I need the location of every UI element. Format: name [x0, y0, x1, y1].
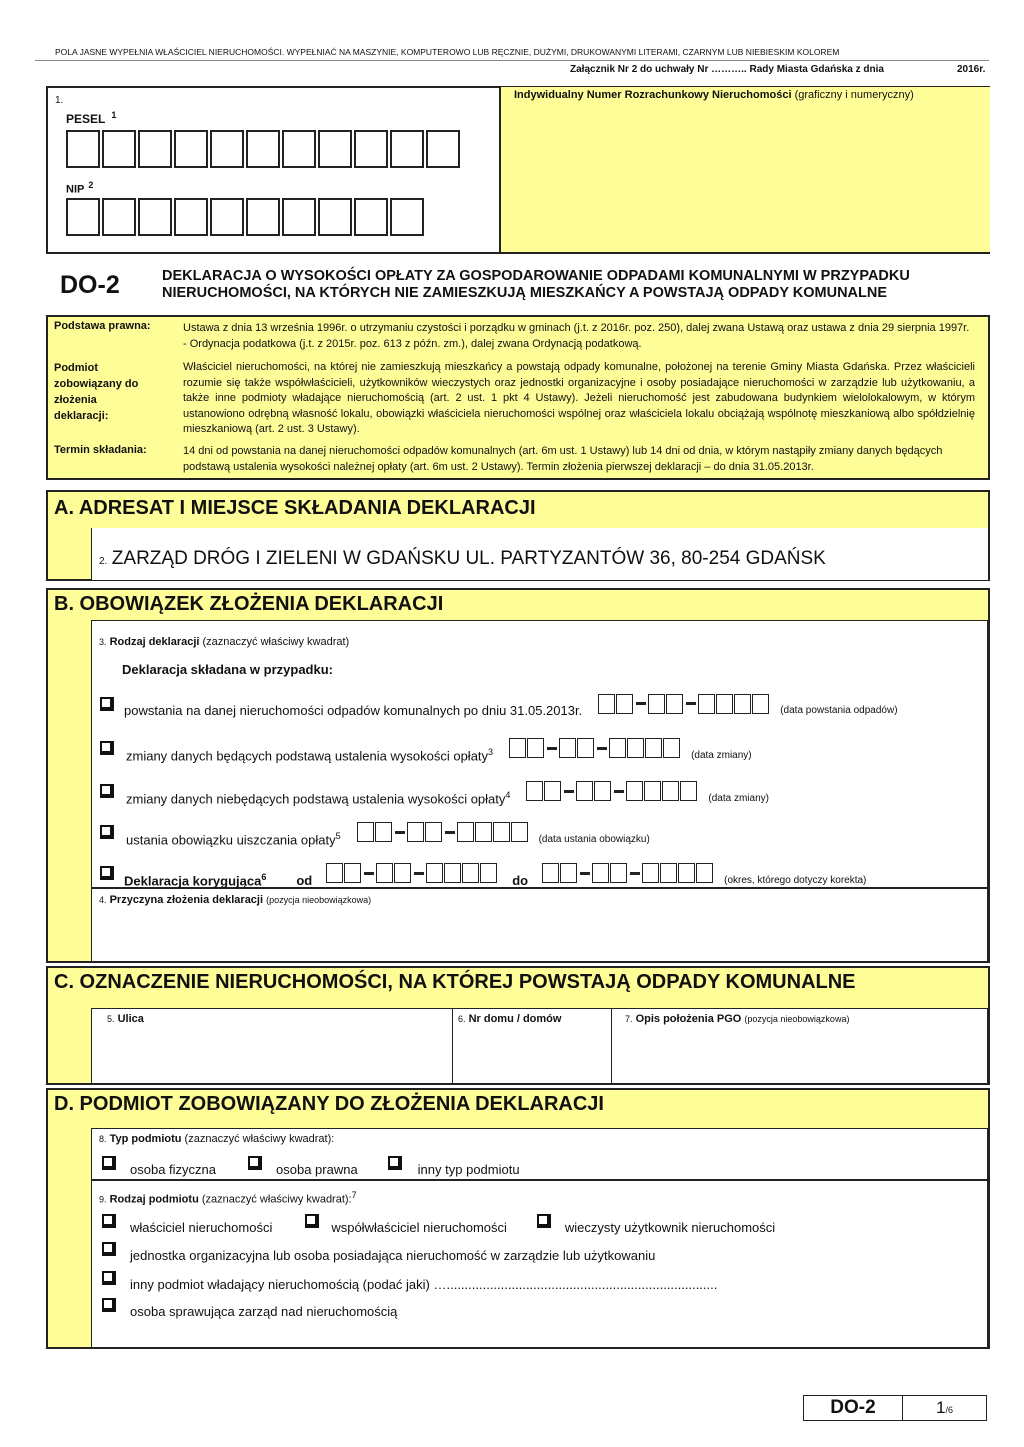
option-2-note: (data zmiany) — [691, 749, 752, 761]
subject-label: Podmiot zobowiązany do złożenia deklaracji: — [54, 362, 139, 422]
correction-label: Deklaracja korygująca$^6$ — [124, 872, 267, 889]
section-c-title: C. OZNACZENIE NIERUCHOMOŚCI, NA KTÓREJ POWSTAJĄ ODPADY KOMUNALNE — [54, 971, 856, 993]
checkbox[interactable] — [100, 697, 114, 711]
checkbox[interactable] — [100, 825, 114, 839]
field-number-2: 2. — [99, 556, 108, 567]
checkbox[interactable] — [102, 1298, 116, 1312]
from-label: od — [296, 872, 313, 888]
kind-option-owner: właściciel nieruchomości — [130, 1220, 273, 1235]
option-2[interactable] — [100, 733, 752, 763]
inr-field[interactable] — [499, 87, 990, 252]
entity-kind-row-3 — [102, 1263, 717, 1292]
deadline-text: 14 dni od powstania na danej nieruchomości odpadów komunalnych (art. 6m ust. 1 Ustawy) lub 14 dni od dnia, w którym nastąpiły zmiany danych będących podstawą ustalenia wysokości należnej opłaty (art. 6m ust. 2 Ustawy). Termin złożenia pierwszej deklaracji – do dnia 31.05.2013r. — [183, 445, 943, 473]
kind-option-other: inny podmiot władający nieruchomością (podać jaki) …........................................................................... — [130, 1277, 718, 1292]
type-option-1: osoba fizyczna — [130, 1162, 216, 1177]
option-3-note: (data zmiany) — [708, 792, 769, 804]
entity-kind-row-2 — [102, 1234, 655, 1263]
attachment-note: Załącznik Nr 2 do uchwały Nr ……….. Rady Miasta Gdańska z dnia — [570, 64, 884, 75]
checkbox[interactable] — [100, 866, 114, 880]
checkbox[interactable] — [102, 1242, 116, 1256]
type-option-3: inny typ podmiotu — [417, 1162, 520, 1177]
date-input[interactable] — [526, 781, 698, 801]
footer-code-box — [803, 1395, 903, 1421]
option-4[interactable] — [100, 817, 650, 847]
option-1-label: powstania na danej nieruchomości odpadów komunalnych po dniu 31.05.2013r. — [124, 703, 583, 718]
checkbox[interactable] — [102, 1156, 116, 1170]
nip-input[interactable] — [66, 198, 426, 236]
date-to-input[interactable] — [542, 863, 714, 883]
checkbox[interactable] — [100, 741, 114, 755]
page-total: /6 — [945, 1405, 953, 1415]
basis-text: Ustawa z dnia 13 września 1996r. o utrzymaniu czystości i porządku w gminach (j.t. z 2016r. poz. 250), dalej zwana Ustawą oraz ustawa z dnia 29 sierpnia 1997r. - Ordynacja podatkowa (j.t. z 2015r. poz. 613 z późn. zm.), dalej zwana Ordynacją podatkową. — [183, 322, 970, 350]
date-input[interactable] — [598, 694, 770, 714]
header-note: POLA JASNE WYPEŁNIA WŁAŚCICIEL NIERUCHOMOŚCI. WYPEŁNIAĆ NA MASZYNIE, KOMPUTEROWO LUB RĘCZNIE, DUŻYMI, DRUKOWANYMI LITERAMI, CZARNYM LUB NIEBIESKIM KOLOREM — [55, 47, 840, 57]
deadline-label: Termin składania: — [54, 444, 147, 456]
section-a-title: A. ADRESAT I MIEJSCE SKŁADANIA DEKLARACJI — [54, 497, 536, 519]
checkbox[interactable] — [100, 784, 114, 798]
checkbox[interactable] — [305, 1214, 319, 1228]
kind-option-manager: osoba sprawująca zarząd nad nieruchomością — [130, 1304, 398, 1319]
to-label: do — [512, 872, 529, 888]
option-4-label: ustania obowiązku uiszczania opłaty$^5$ — [126, 831, 341, 848]
house-number-label: 6. Nr domu / domów — [458, 1013, 562, 1025]
checkbox[interactable] — [248, 1156, 262, 1170]
section-b-title: B. OBOWIĄZEK ZŁOŻENIA DEKLARACJI — [54, 593, 444, 615]
nip-label: NIP $^2$ — [66, 180, 94, 196]
checkbox[interactable] — [102, 1214, 116, 1228]
kind-option-perpetual: wieczysty użytkownik nieruchomości — [564, 1220, 776, 1235]
basis-label: Podstawa prawna: — [54, 320, 151, 332]
date-input[interactable] — [357, 822, 529, 842]
reason-label: 4. Przyczyna złożenia deklaracji (pozycja nieobowiązkowa) — [99, 894, 372, 906]
checkbox[interactable] — [388, 1156, 402, 1170]
option-correction[interactable] — [100, 858, 866, 888]
option-3[interactable] — [100, 776, 769, 806]
address-row — [99, 548, 826, 570]
option-1-note: (data powstania odpadów) — [780, 705, 898, 716]
inr-label: Indywidualny Numer Rozrachunkowy Nieruchomości (graficzny i numeryczny) — [514, 89, 914, 101]
attachment-year: 2016r. — [957, 64, 986, 75]
option-4-note: (data ustania obowiązku) — [538, 833, 650, 845]
field-number-1: 1. — [55, 95, 64, 106]
page-number: 1 — [936, 1398, 946, 1417]
entity-type-label: 8. Typ podmiotu (zaznaczyć właściwy kwadrat): — [99, 1133, 335, 1145]
entity-type-options — [102, 1148, 520, 1177]
entity-kind-label: 9. Rodzaj podmiotu (zaznaczyć właściwy kwadrat):$^7$ — [99, 1190, 357, 1206]
declaration-subheading: Deklaracja składana w przypadku: — [122, 662, 333, 677]
option-2-label: zmiany danych będących podstawą ustalenia wysokości opłaty$^3$ — [126, 747, 494, 764]
subject-text: Właściciel nieruchomości, na której nie zamieszkują mieszkańcy a powstają odpady komunalne, położonej na terenie Gminy Miasta Gdańska. Przez właścicieli rozumie się także współwłaścicieli, użytkowników wieczystych oraz jednostki organizacyjne i osoby posiadające nieruchomości w zarządzie lub użytkowaniu, a także inne podmioty władające nieruchomością (art. 2 ust. 1 pkt 4 Ustawy). Jeżeli nieruchomość jest zabudowana budynkiem wielolokalowym, w którym ustanowiono odrębną własność lokalu, obowiązki właściciela nieruchomości wspólnej oraz właściciela lokalu obciążają wspólnotę mieszkaniową albo spółdzielnię mieszkaniową (art. 2 ust. 3 Ustawy). — [183, 361, 975, 435]
pesel-input[interactable] — [66, 130, 462, 168]
form-title: DEKLARACJA O WYSOKOŚCI OPŁATY ZA GOSPODAROWANIE ODPADAMI KOMUNALNYMI W PRZYPADKU NIERUCHOMOŚCI, NA KTÓRYCH NIE ZAMIESZKUJĄ MIESZKAŃCY A POWSTAJĄ ODPADY KOMUNALNE — [162, 268, 910, 301]
option-3-label: zmiany danych niebędących podstawą ustalenia wysokości opłaty$^4$ — [126, 790, 511, 807]
footer-page-box — [902, 1395, 987, 1421]
address-text: ZARZĄD DRÓG I ZIELENI W GDAŃSKU UL. PARTYZANTÓW 36, 80-254 GDAŃSK — [111, 548, 826, 569]
footer-code: DO-2 — [830, 1397, 876, 1418]
pesel-label: PESEL $^1$ — [66, 110, 117, 126]
entity-kind-row-4 — [102, 1290, 397, 1319]
form-code: DO-2 — [60, 271, 120, 299]
option-1[interactable] — [100, 689, 898, 718]
street-field[interactable] — [91, 1008, 453, 1084]
date-from-input[interactable] — [326, 863, 498, 883]
date-input[interactable] — [509, 738, 681, 758]
section-d-title: D. PODMIOT ZOBOWIĄZANY DO ZŁOŻENIA DEKLARACJI — [54, 1093, 604, 1115]
correction-note: (okres, którego dotyczy korekta) — [724, 874, 867, 886]
kind-option-coowner: współwłaściciel nieruchomości — [331, 1220, 507, 1235]
kind-option-unit: jednostka organizacyjna lub osoba posiadająca nieruchomość w zarządzie lub użytkowaniu — [130, 1248, 656, 1263]
header-rule — [35, 60, 989, 61]
checkbox[interactable] — [102, 1271, 116, 1285]
checkbox[interactable] — [537, 1214, 551, 1228]
pgo-label: 7. Opis położenia PGO (pozycja nieobowiązkowa) — [625, 1013, 850, 1025]
type-option-2: osoba prawna — [276, 1162, 358, 1177]
declaration-type-label: 3. Rodzaj deklaracji (zaznaczyć właściwy kwadrat) — [99, 636, 350, 648]
street-label: 5. Ulica — [107, 1013, 144, 1025]
entity-kind-row-1 — [102, 1206, 775, 1235]
